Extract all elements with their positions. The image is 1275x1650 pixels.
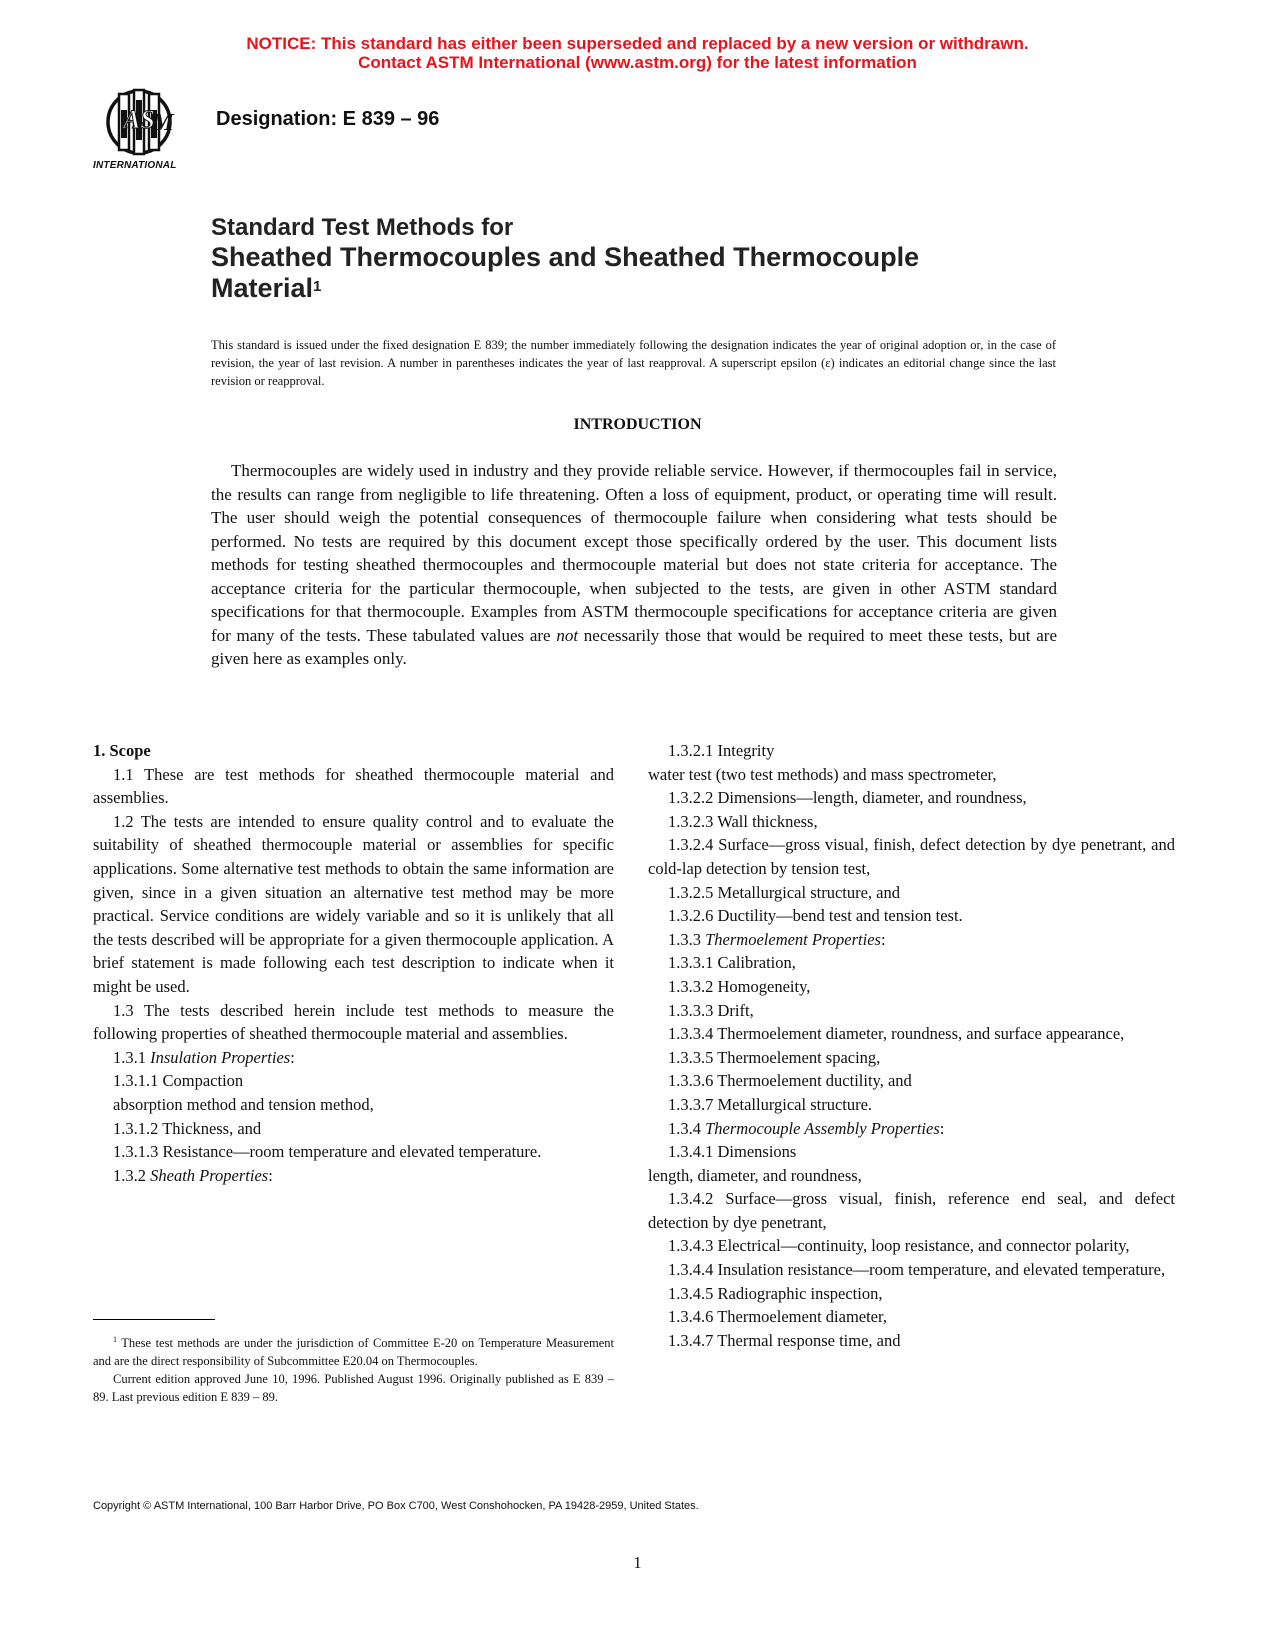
item-1-3-4-3: 1.3.4.3 Electrical—continuity, loop resistance, and connector polarity, (668, 1236, 1130, 1256)
footnote-divider (93, 1319, 215, 1320)
item-1-3-4-1: 1.3.4.1 Dimensions (668, 1142, 797, 1162)
paragraph-1-3: 1.3 The tests described herein include test methods to measure the following properties of sheathed thermocouple material and assemblies. (93, 1000, 614, 1044)
item-1-3-2-2: 1.3.2.2 Dimensions—length, diameter, and roundness, (668, 788, 1027, 808)
item-1-3-4-2: 1.3.4.2 Surface—gross visual, finish, reference end seal, and defect detection by dye penetrant, (648, 1189, 1175, 1232)
item-1-3-3-2: 1.3.3.2 Homogeneity, (668, 976, 811, 996)
page-number: 1 (633, 1553, 642, 1572)
svg-text:AS: AS (123, 105, 155, 134)
item-1-3-2-4: 1.3.2.4 Surface—gross visual, finish, defect detection by dye penetrant, and cold-lap detection by tension test, (648, 835, 1175, 878)
footnote-1: $^1$ These test methods are under the jurisdiction of Committee E-20 on Temperature Measurement and are the direct responsibility of Subcommittee E20.04 on Thermocouples. (93, 1335, 614, 1369)
item-1-3-4: 1.3.4 Thermocouple Assembly Properties: (668, 1118, 945, 1138)
paragraph-1-3-1-1-cont: absorption method and tension method, (113, 1094, 374, 1114)
item-1-3-3-3: 1.3.3.3 Drift, (668, 1000, 754, 1020)
footnote (93, 1331, 614, 1406)
introduction-heading: INTRODUCTION (573, 416, 702, 433)
notice-line-1: NOTICE: This standard has either been superseded and replaced by a new version or withdrawn. (246, 34, 1029, 53)
svg-text:M: M (152, 110, 174, 136)
paragraph-1-3-1-1: 1.3.1.1 Compaction (113, 1071, 244, 1091)
paragraph-1-3-1-2: 1.3.1.2 Thickness, and (113, 1118, 262, 1138)
issuance-note: This standard is issued under the fixed designation E 839; the number immediately following the designation indicates the year of original adoption or, in the case of revision, the year of last revision. A number in parentheses indicates the year of last reapproval. A superscript epsilon (ε) indicates an editorial change since the last revision or reapproval. (211, 338, 1056, 388)
item-1-3-4-5: 1.3.4.5 Radiographic inspection, (668, 1283, 883, 1303)
item-1-3-3-7: 1.3.3.7 Metallurgical structure. (668, 1094, 873, 1114)
paragraph-1-3-1: 1.3.1 Insulation Properties: (113, 1047, 295, 1067)
item-1-3-4-4: 1.3.4.4 Insulation resistance—room temperature, and elevated temperature, (668, 1260, 1166, 1280)
title-footnote-ref[interactable]: 1 (313, 278, 322, 295)
item-1-3-2-1: 1.3.2.1 Integrity (668, 741, 775, 760)
item-1-3-3-4: 1.3.3.4 Thermoelement diameter, roundness, and surface appearance, (668, 1024, 1125, 1044)
paragraph-1-3-2: 1.3.2 Sheath Properties: (113, 1165, 273, 1185)
left-column (93, 739, 614, 1187)
title-line-3: Material$^1$ (211, 273, 322, 303)
title-line-1: Standard Test Methods for (211, 214, 514, 241)
item-1-3-3-6: 1.3.3.6 Thermoelement ductility, and (668, 1071, 912, 1091)
copyright: Copyright © ASTM International, 100 Barr Harbor Drive, PO Box C700, West Conshohocken, PA 19428-2959, United States. (93, 1500, 699, 1512)
item-1-3-4-6: 1.3.4.6 Thermoelement diameter, (668, 1307, 887, 1327)
notice-line-2: Contact ASTM International (www.astm.org) for the latest information (358, 53, 917, 72)
item-1-3-2-6: 1.3.2.6 Ductility—bend test and tension test. (668, 906, 963, 926)
logo-caption: INTERNATIONAL (93, 160, 177, 171)
footnote-edition: Current edition approved June 10, 1996. Published August 1996. Originally published as E 839 – 89. Last previous edition E 839 – 89. (93, 1372, 614, 1405)
right-column (648, 739, 1175, 1352)
paragraph-1-3-1-3: 1.3.1.3 Resistance—room temperature and elevated temperature. (113, 1142, 542, 1162)
item-1-3-4-7: 1.3.4.7 Thermal response time, and (668, 1330, 901, 1350)
astm-logo (93, 86, 193, 181)
paragraph-1-1: 1.1 These are test methods for sheathed thermocouple material and assemblies. (93, 764, 614, 808)
item-1-3-3-1: 1.3.3.1 Calibration, (668, 953, 796, 973)
item-1-3-3-5: 1.3.3.5 Thermoelement spacing, (668, 1047, 881, 1067)
item-1-3-4-1-cont: length, diameter, and roundness, (648, 1165, 862, 1185)
introduction-text: Thermocouples are widely used in industry and they provide reliable service. However, if thermocouples fail in service, the results can range from negligible to life threatening. Often a loss of equipment, product, or operating time will result. The user should weigh the potential consequences of thermocouple failure when considering what tests should be performed. No tests are required by this document except those specifically ordered by the user. This document lists methods for testing sheathed thermocouples and thermocouple material but does not state criteria for acceptance. The acceptance criteria for the particular thermocouple, when subjected to the tests, are given in other ASTM standard specifications for that thermocouple. Examples from ASTM thermocouple specifications for acceptance criteria are given for many of the tests. These tabulated values are not necessarily those that would be required to meet these tests, but are given here as examples only. (211, 461, 1058, 668)
item-1-3-2-5: 1.3.2.5 Metallurgical structure, and (668, 882, 901, 902)
paragraph-1-2: 1.2 The tests are intended to ensure quality control and to evaluate the suitability of sheathed thermocouple material or assemblies for specific applications. Some alternative test methods to obtain the same information are given, since in a given situation an alternative test method may be more practical. Service conditions are widely variable and so it is unlikely that all the tests described will be appropriate for a given thermocouple application. A brief statement is made following each test description to indicate when it might be used. (93, 811, 614, 996)
title-line-2: Sheathed Thermocouples and Sheathed Thermocouple (211, 242, 920, 272)
designation: Designation: E 839 – 96 (216, 108, 440, 130)
item-1-3-3: 1.3.3 Thermoelement Properties: (668, 929, 886, 949)
item-1-3-2-3: 1.3.2.3 Wall thickness, (668, 811, 818, 831)
section-heading-scope: 1. Scope (93, 741, 151, 760)
document-title (211, 214, 1171, 304)
item-1-3-2-1-cont: water test (two test methods) and mass spectrometer, (648, 764, 997, 784)
withdrawn-notice (0, 34, 1275, 72)
